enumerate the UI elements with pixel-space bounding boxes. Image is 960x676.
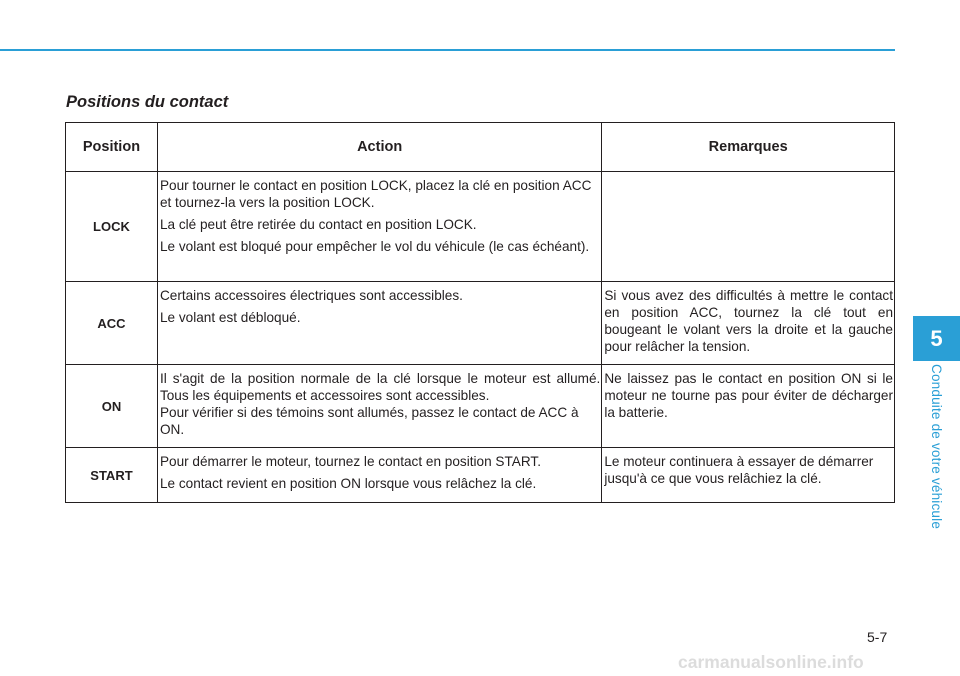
action-text: Pour tourner le contact en position LOCK, placez la clé en position ACC et tournez-la vers la position LOCK. bbox=[159, 178, 592, 210]
action-text: Certains accessoires électriques sont accessibles. bbox=[159, 288, 463, 303]
remarks-cell: Si vous avez des difficultés à mettre le contact en position ACC, tournez la clé tout en bougeant le volant vers la droite et la gauche pour relâcher la tension. bbox=[602, 282, 895, 365]
action-text: Pour vérifier si des témoins sont allumés, passez le contact de ACC à ON. bbox=[159, 405, 579, 437]
position-acc: ACC bbox=[66, 282, 158, 365]
action-cell bbox=[157, 172, 601, 282]
ignition-positions-table bbox=[65, 122, 895, 503]
action-text: Le contact revient en position ON lorsque vous relâchez la clé. bbox=[159, 476, 537, 491]
remarks-cell: Ne laissez pas le contact en position ON si le moteur ne tourne pas pour éviter de décharger la batterie. bbox=[602, 365, 895, 448]
remarks-cell: Le moteur continuera à essayer de démarrer jusqu'à ce que vous relâchiez la clé. bbox=[602, 448, 895, 503]
action-cell bbox=[157, 282, 601, 365]
action-text: Il s'agit de la position normale de la clé lorsque le moteur est allumé. Tous les équipements et accessoires sont accessibles. bbox=[159, 371, 601, 403]
action-text: La clé peut être retirée du contact en position LOCK. bbox=[159, 217, 477, 232]
table-row bbox=[66, 365, 895, 448]
position-lock: LOCK bbox=[66, 172, 158, 282]
chapter-name: Conduite de votre véhicule bbox=[929, 364, 944, 530]
table-header-row bbox=[66, 123, 895, 172]
table-row bbox=[66, 172, 895, 282]
watermark: carmanualsonline.info bbox=[678, 652, 864, 672]
table-row bbox=[66, 282, 895, 365]
action-text: Le volant est bloqué pour empêcher le vol du véhicule (le cas échéant). bbox=[159, 239, 590, 254]
action-text: Pour démarrer le moteur, tournez le contact en position START. bbox=[159, 454, 541, 469]
position-start: START bbox=[66, 448, 158, 503]
header-rule bbox=[0, 49, 895, 51]
action-text: Le volant est débloqué. bbox=[159, 310, 301, 325]
header-remarks: Remarques bbox=[602, 123, 895, 172]
header-position: Position bbox=[66, 123, 158, 172]
section-title: Positions du contact bbox=[66, 93, 229, 111]
position-on: ON bbox=[66, 365, 158, 448]
table-row bbox=[66, 448, 895, 503]
action-cell bbox=[157, 365, 601, 448]
remarks-cell bbox=[602, 172, 895, 282]
action-cell bbox=[157, 448, 601, 503]
header-action: Action bbox=[157, 123, 601, 172]
chapter-number-tab: 5 bbox=[913, 316, 960, 361]
page-number: 5-7 bbox=[867, 629, 888, 645]
